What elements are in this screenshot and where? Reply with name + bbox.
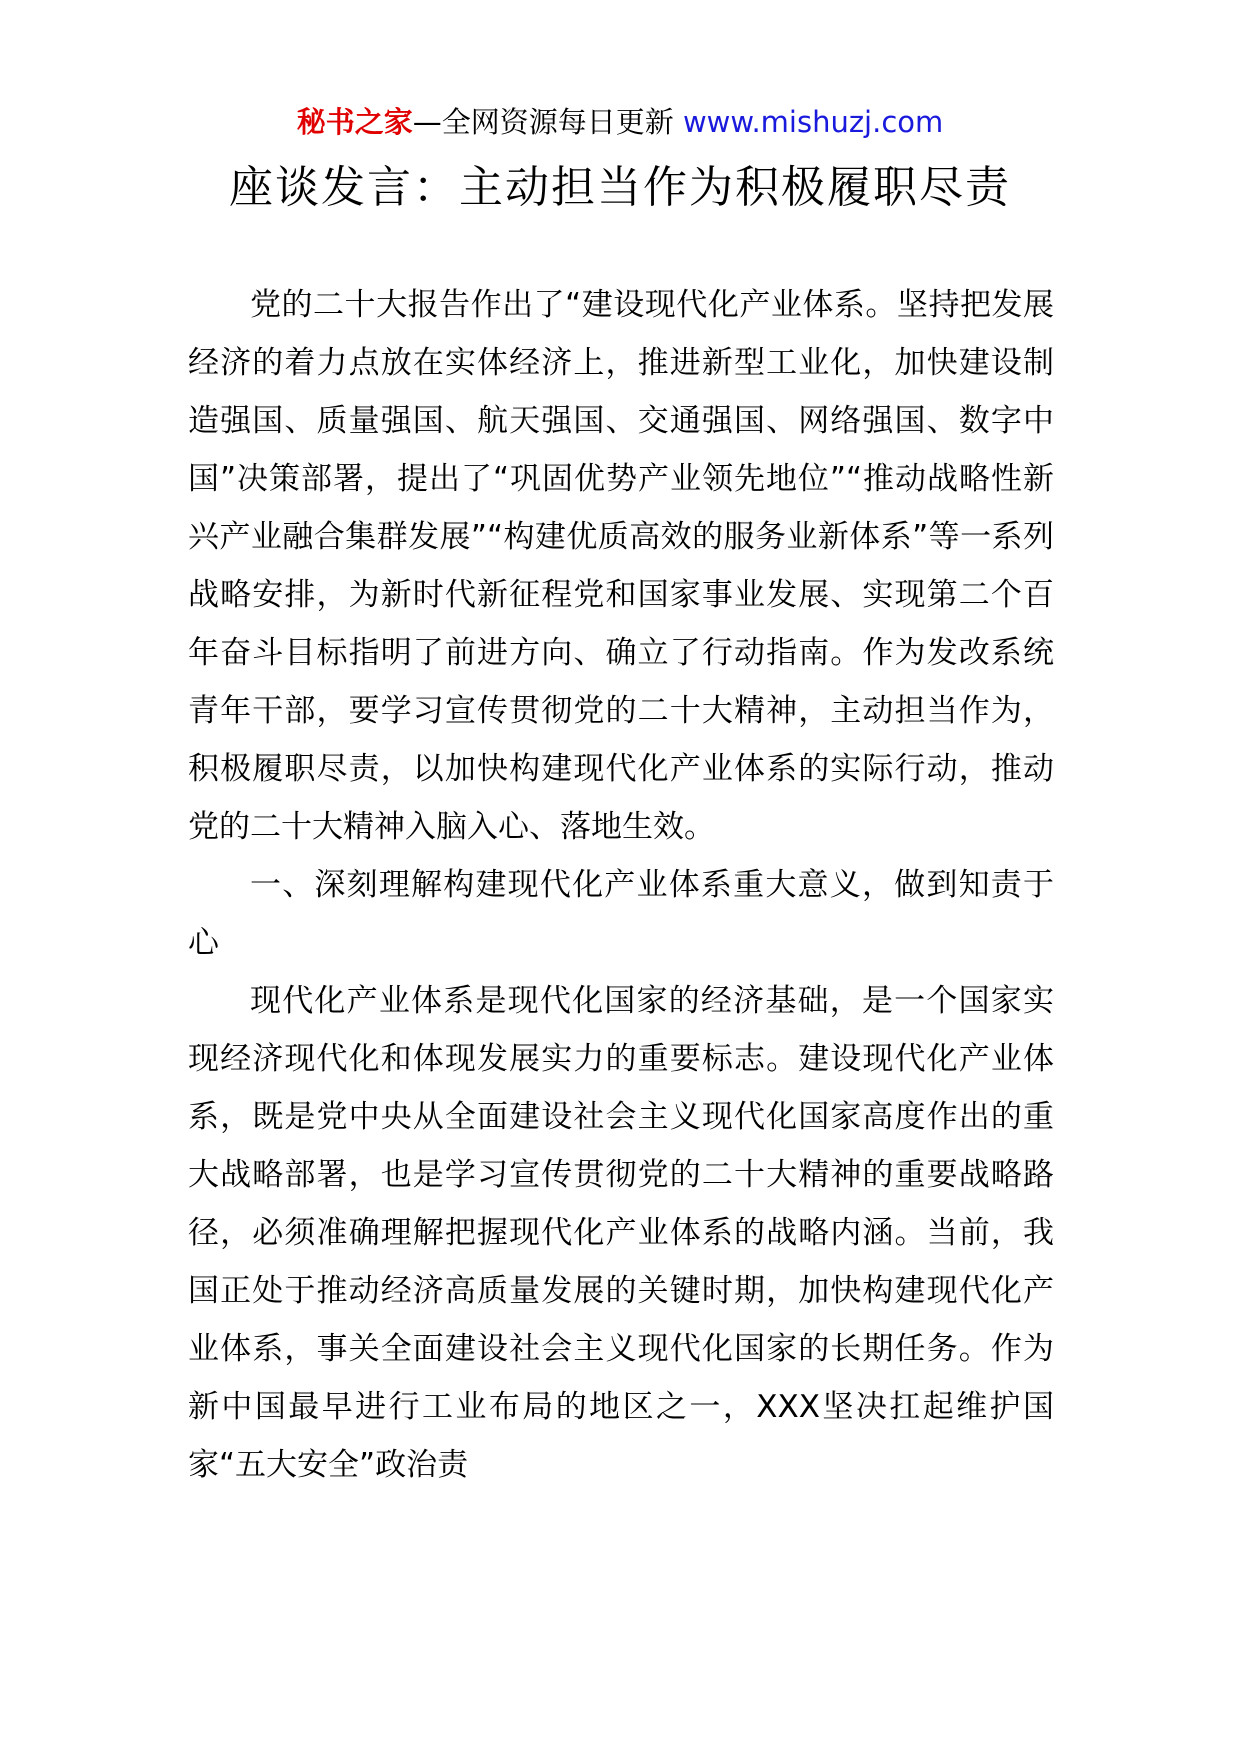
section-paragraph: 现代化产业体系是现代化国家的经济基础，是一个国家实现经济现代化和体现发展实力的重要标志。建设现代化产业体系，既是党中央从全面建设社会主义现代化国家高度作出的重大战略部署，也是学习宣传贯彻党的二十大精神的重要战略路径，必须准确理解把握现代化产业体系的战略内涵。当前，我国正处于推动经济高质量发展的关键时期，加快构建现代化产业体系，事关全面建设社会主义现代化国家的长期任务。作为新中国最早进行工业布局的地区之一，XXX坚决扛起维护国家“五大安全”政治责: [188, 983, 1054, 1483]
brand-name: 秘书之家: [296, 105, 413, 139]
banner-tagline: —全网资源每日更新: [412, 105, 683, 139]
intro-paragraph: 党的二十大报告作出了“建设现代化产业体系。坚持把发展经济的着力点放在实体经济上，推进新型工业化，加快建设制造强国、质量强国、航天强国、交通强国、网络强国、数字中国”决策部署，提出了“巩固优势产业领先地位”“推动战略性新兴产业融合集群发展”“构建优质高效的服务业新体系”等一系列战略安排，为新时代新征程党和国家事业发展、实现第二个百年奋斗目标指明了前进方向、确立了行动指南。作为发改系统青年干部，要学习宣传贯彻党的二十大精神，主动担当作为，积极履职尽责，以加快构建现代化产业体系的实际行动，推动党的二十大精神入脑入心、落地生效。: [188, 287, 1054, 845]
document-title: 座谈发言：主动担当作为积极履职尽责: [229, 162, 1011, 213]
site-url-link[interactable]: www.mishuzj.com: [682, 105, 944, 139]
site-banner: [0, 102, 1240, 142]
section-heading: 一、深刻理解构建现代化产业体系重大意义，做到知责于心: [188, 867, 1054, 961]
document-body: [188, 276, 1054, 1494]
